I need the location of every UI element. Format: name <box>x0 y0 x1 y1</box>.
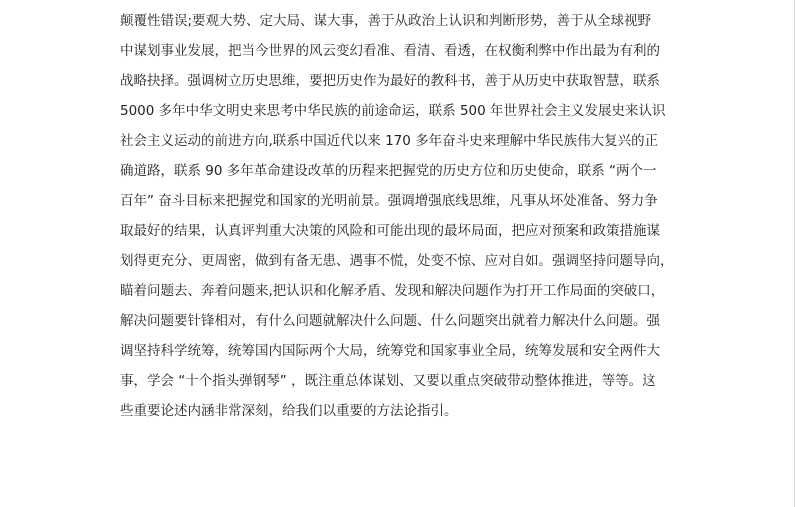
article-line: 战略抉择。强调树立历史思维，要把历史作为最好的教科书，善于从历史中获取智慧，联系 <box>120 73 660 89</box>
article-line: 颠覆性错误;要观大势、定大局、谋大事，善于从政治上认识和判断形势，善于从全球视野 <box>120 13 652 29</box>
article-line: 确道路，联系 90 多年革命建设改革的历程来把握党的历史方位和历史使命，联系 “两个一 <box>120 163 657 179</box>
article-line: 百年” 奋斗目标来把握党和国家的光明前景。强调增强底线思维，凡事从坏处准备、努力争 <box>120 193 658 209</box>
article-line: 调坚持科学统筹，统筹国内国际两个大局，统筹党和国家事业全局，统筹发展和安全两件大 <box>120 343 660 359</box>
article-line: 事，学会 “十个指头弹钢琴” ，既注重总体谋划、又要以重点突破带动整体推进，等等。这 <box>120 373 656 389</box>
article-body <box>120 6 680 426</box>
article-line: 瞄着问题去、奔着问题来,把认识和化解矛盾、发现和解决问题作为打开工作局面的突破口， <box>120 283 665 299</box>
article-line: 解决问题要针锋相对，有什么问题就解决什么问题、什么问题突出就着力解决什么问题。强 <box>120 313 660 329</box>
article-line: 5000 多年中华文明史来思考中华民族的前途命运，联系 500 年世界社会主义发展史来认识 <box>120 103 666 119</box>
article-line: 些重要论述内涵非常深刻，给我们以重要的方法论指引。 <box>120 403 458 419</box>
article-line: 中谋划事业发展，把当今世界的风云变幻看准、看清、看透，在权衡利弊中作出最为有利的 <box>120 43 660 59</box>
article-line: 社会主义运动的前进方向,联系中国近代以来 170 多年奋斗史来理解中华民族伟大复兴的正 <box>120 133 659 149</box>
article-line: 取最好的结果，认真评判重大决策的风险和可能出现的最坏局面，把应对预案和政策措施谋 <box>120 223 660 239</box>
article-line: 划得更充分、更周密，做到有备无患、遇事不慌，处变不惊、应对自如。强调坚持问题导向， <box>120 253 674 269</box>
